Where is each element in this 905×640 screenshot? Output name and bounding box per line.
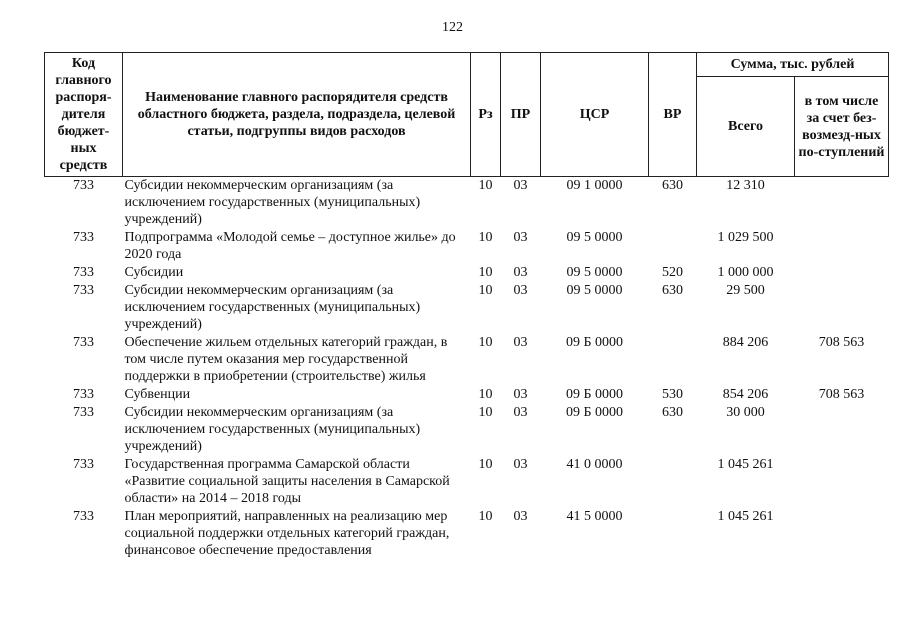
cell-total: 12 310 bbox=[726, 178, 765, 193]
cell-vr bbox=[649, 229, 697, 264]
cell-code: 733 bbox=[73, 457, 94, 472]
table-body bbox=[45, 177, 889, 561]
header-rz: Рз bbox=[471, 53, 501, 177]
table-row bbox=[45, 229, 889, 264]
cell-pr: 03 bbox=[513, 457, 528, 472]
cell-rz: 10 bbox=[478, 509, 493, 524]
page-number: 122 bbox=[442, 20, 463, 35]
table-row bbox=[45, 282, 889, 334]
cell-rz: 10 bbox=[478, 283, 493, 298]
cell-vr: 630 bbox=[662, 405, 683, 420]
cell-name: Субсидии некоммерческим организациям (за исключением государственных (муниципальных) учреждений) bbox=[124, 178, 421, 227]
cell-free bbox=[795, 264, 889, 282]
cell-code: 733 bbox=[73, 405, 94, 420]
cell-csr: 41 0 0000 bbox=[566, 457, 623, 472]
cell-total: 884 206 bbox=[722, 335, 769, 350]
cell-total: 30 000 bbox=[726, 405, 765, 420]
cell-csr: 09 5 0000 bbox=[566, 230, 623, 245]
cell-name: Обеспечение жильем отдельных категорий граждан, в том числе путем оказания мер государственной поддержки в приобретении (строительстве) жилья bbox=[124, 335, 448, 384]
cell-pr: 03 bbox=[513, 265, 528, 280]
cell-name: Государственная программа Самарской области «Развитие социальной защиты населения в Самарской области» на 2014 – 2018 годы bbox=[124, 457, 450, 506]
cell-free bbox=[795, 508, 889, 560]
table-row bbox=[45, 456, 889, 508]
cell-name: Подпрограмма «Молодой семье – доступное жилье» до 2020 года bbox=[124, 230, 456, 262]
table-row bbox=[45, 177, 889, 230]
cell-rz: 10 bbox=[478, 230, 493, 245]
cell-pr: 03 bbox=[513, 283, 528, 298]
cell-pr: 03 bbox=[513, 387, 528, 402]
cell-csr: 09 Б 0000 bbox=[565, 387, 624, 402]
table-row bbox=[45, 264, 889, 282]
cell-name: Субсидии некоммерческим организациям (за исключением государственных (муниципальных) учреждений) bbox=[124, 283, 421, 332]
cell-vr: 530 bbox=[662, 387, 683, 402]
cell-total: 29 500 bbox=[726, 283, 765, 298]
table-row bbox=[45, 508, 889, 560]
cell-name: Субвенции bbox=[124, 387, 191, 402]
cell-code: 733 bbox=[73, 509, 94, 524]
cell-code: 733 bbox=[73, 335, 94, 350]
cell-csr: 09 Б 0000 bbox=[565, 335, 624, 350]
cell-name: Субсидии некоммерческим организациям (за исключением государственных (муниципальных) учреждений) bbox=[124, 405, 421, 454]
cell-rz: 10 bbox=[478, 178, 493, 193]
cell-code: 733 bbox=[73, 283, 94, 298]
header-name: Наименование главного распорядителя средств областного бюджета, раздела, подраздела, целевой статьи, подгруппы видов расходов bbox=[123, 53, 471, 177]
header-free: в том числе за счет без-возмезд-ных по-ступлений bbox=[795, 77, 889, 177]
cell-csr: 09 5 0000 bbox=[566, 265, 623, 280]
cell-code: 733 bbox=[73, 265, 94, 280]
cell-vr bbox=[649, 334, 697, 386]
cell-pr: 03 bbox=[513, 335, 528, 350]
budget-table bbox=[44, 52, 889, 560]
cell-csr: 09 Б 0000 bbox=[565, 405, 624, 420]
cell-vr bbox=[649, 456, 697, 508]
cell-rz: 10 bbox=[478, 405, 493, 420]
cell-csr: 09 5 0000 bbox=[566, 283, 623, 298]
cell-rz: 10 bbox=[478, 265, 493, 280]
cell-pr: 03 bbox=[513, 509, 528, 524]
cell-rz: 10 bbox=[478, 335, 493, 350]
cell-total: 1 029 500 bbox=[717, 230, 774, 245]
cell-free bbox=[795, 282, 889, 334]
cell-total: 854 206 bbox=[722, 387, 769, 402]
cell-code: 733 bbox=[73, 387, 94, 402]
cell-csr: 09 1 0000 bbox=[566, 178, 623, 193]
cell-pr: 03 bbox=[513, 405, 528, 420]
cell-total: 1 045 261 bbox=[717, 457, 774, 472]
table-row bbox=[45, 386, 889, 404]
cell-free bbox=[795, 177, 889, 230]
cell-pr: 03 bbox=[513, 178, 528, 193]
cell-free bbox=[795, 229, 889, 264]
header-vr: ВР bbox=[649, 53, 697, 177]
cell-vr bbox=[649, 508, 697, 560]
header-code: Код главного распоря-дителя бюджет-ных средств bbox=[45, 53, 123, 177]
cell-vr: 630 bbox=[662, 178, 683, 193]
table-header bbox=[45, 53, 889, 177]
header-csr: ЦСР bbox=[541, 53, 649, 177]
cell-total: 1 000 000 bbox=[717, 265, 774, 280]
table-row bbox=[45, 334, 889, 386]
header-sum-group: Сумма, тыс. рублей bbox=[697, 53, 889, 77]
cell-code: 733 bbox=[73, 230, 94, 245]
cell-vr: 520 bbox=[662, 265, 683, 280]
header-pr: ПР bbox=[501, 53, 541, 177]
table-row bbox=[45, 404, 889, 456]
cell-pr: 03 bbox=[513, 230, 528, 245]
cell-csr: 41 5 0000 bbox=[566, 509, 623, 524]
cell-name: План мероприятий, направленных на реализацию мер социальной поддержки отдельных категорий граждан, финансовое обеспечение предоставления bbox=[124, 509, 450, 558]
cell-total: 1 045 261 bbox=[717, 509, 774, 524]
cell-free: 708 563 bbox=[818, 335, 865, 350]
cell-rz: 10 bbox=[478, 387, 493, 402]
cell-code: 733 bbox=[73, 178, 94, 193]
cell-free bbox=[795, 404, 889, 456]
cell-vr: 630 bbox=[662, 283, 683, 298]
cell-free: 708 563 bbox=[818, 387, 865, 402]
cell-free bbox=[795, 456, 889, 508]
cell-name: Субсидии bbox=[124, 265, 184, 280]
cell-rz: 10 bbox=[478, 457, 493, 472]
header-total: Всего bbox=[697, 77, 795, 177]
